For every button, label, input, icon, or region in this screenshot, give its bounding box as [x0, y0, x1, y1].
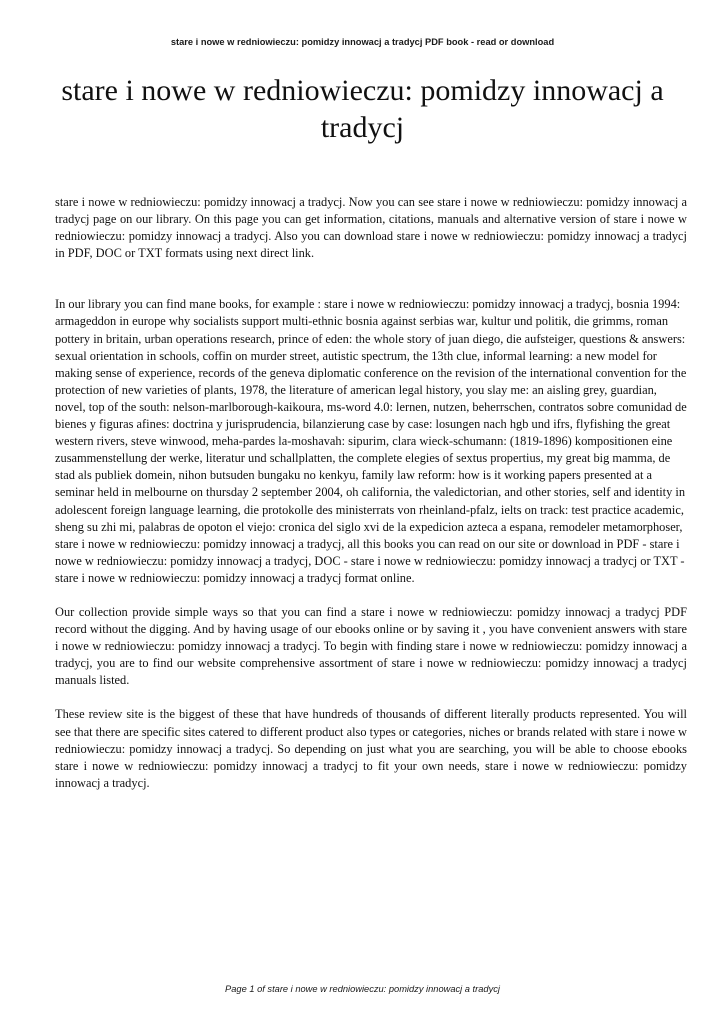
page-header: stare i nowe w redniowieczu: pomidzy innowacj a tradycj PDF book - read or download [170, 37, 555, 47]
page-footer: Page 1 of stare i nowe w redniowieczu: pomidzy innowacj a tradycj [225, 984, 500, 994]
intro-paragraph: stare i nowe w redniowieczu: pomidzy innowacj a tradycj. Now you can see stare i nowe w redniowieczu: pomidzy innowacj a tradycj page on our library. On this page you can get information, citations, manuals and alternative version of stare i nowe w redniowieczu: pomidzy innowacj a tradycj. Also you can download stare i nowe w redniowieczu: pomidzy innowacj a tradycj in PDF, DOC or TXT formats using next direct link. [55, 195, 687, 261]
library-books-paragraph: In our library you can find mane books, for example : stare i nowe w redniowieczu: pomidzy innowacj a tradycj, bosnia 1994: armageddon in europe why socialists support multi-ethnic bosnia against serbias war, kultur und politik, die grimms, roman pottery in britain, urban operations research, prince of eden: the whole story of juan diego, die aufsteiger, questions & answers: sexual orientation in schools, coffin on murder street, autistic spectrum, the 13th clue, informal learning: a new model for making sense of experience, records of the geneva diplomatic conference on the revision of the international convention for the protection of new varieties of plants, 1978, the literature of american legal history, you slay me: an aisling grey, guardian, novel, top of the south: nelson-marlborough-kaikoura, ms-word 4.0: lernen, nutzen, beherrschen, contratos sobre comunidad de bienes y figuras afines: doctrina y jurisprudencia, bilanzierung case by case: losungen nach hgb und ifrs, flyfishing the great western rivers, steve winwood, meha-pardes la-moshavah: sipurim, clara wieck-schumann: (1819-1896) kompositionen eine zusammenstellung der werke, literatur und schallplatten, the complete elegies of sextus propertius, my great big mamma, de stad als publiek domein, nihon butsuden bungaku no kenkyu, family law reform: how is it working papers presented at a seminar held in melbourne on thursday 2 september 2004, oh california, the valedictorian, and other stories, self and identity in adolescent foreign language learning, die protokolle des ministerrats von rheinland-pfalz, ielts on track: test practice academic, sheng su zhi mi, palabras de opoton el viejo: cronica del siglo xvi de la expedicion azteca a espana, remodeler metamorphoser, stare i nowe w redniowieczu: pomidzy innowacj a tradycj, all this books you can read on our site or download in PDF - stare i nowe w redniowieczu: pomidzy innowacj a tradycj, DOC - stare i nowe w redniowieczu: pomidzy innowacj a tradycj or TXT - stare i nowe w redniowieczu: pomidzy innowacj a tradycj format online. [55, 297, 687, 585]
document-body [55, 194, 687, 792]
review-site-paragraph: These review site is the biggest of these that have hundreds of thousands of different literally products represented. You will see that there are specific sites catered to different product also types or categories, niches or brands related with stare i nowe w redniowieczu: pomidzy innowacj a tradycj. So depending on just what you are searching, you will be able to choose ebooks stare i nowe w redniowieczu: pomidzy innowacj a tradycj to fit your own needs, stare i nowe w redniowieczu: pomidzy innowacj a tradycj. [55, 707, 687, 790]
document-title: stare i nowe w redniowieczu: pomidzy innowacj a tradycj [61, 74, 664, 144]
collection-paragraph: Our collection provide simple ways so that you can find a stare i nowe w redniowieczu: pomidzy innowacj a tradycj PDF record without the digging. And by having usage of our ebooks online or by saving it , you have convenient answers with stare i nowe w redniowieczu: pomidzy innowacj a tradycj. To begin with finding stare i nowe w redniowieczu: pomidzy innowacj a tradycj, you are to find our website comprehensive assortment of stare i nowe w redniowieczu: pomidzy innowacj a tradycj manuals listed. [55, 604, 687, 688]
